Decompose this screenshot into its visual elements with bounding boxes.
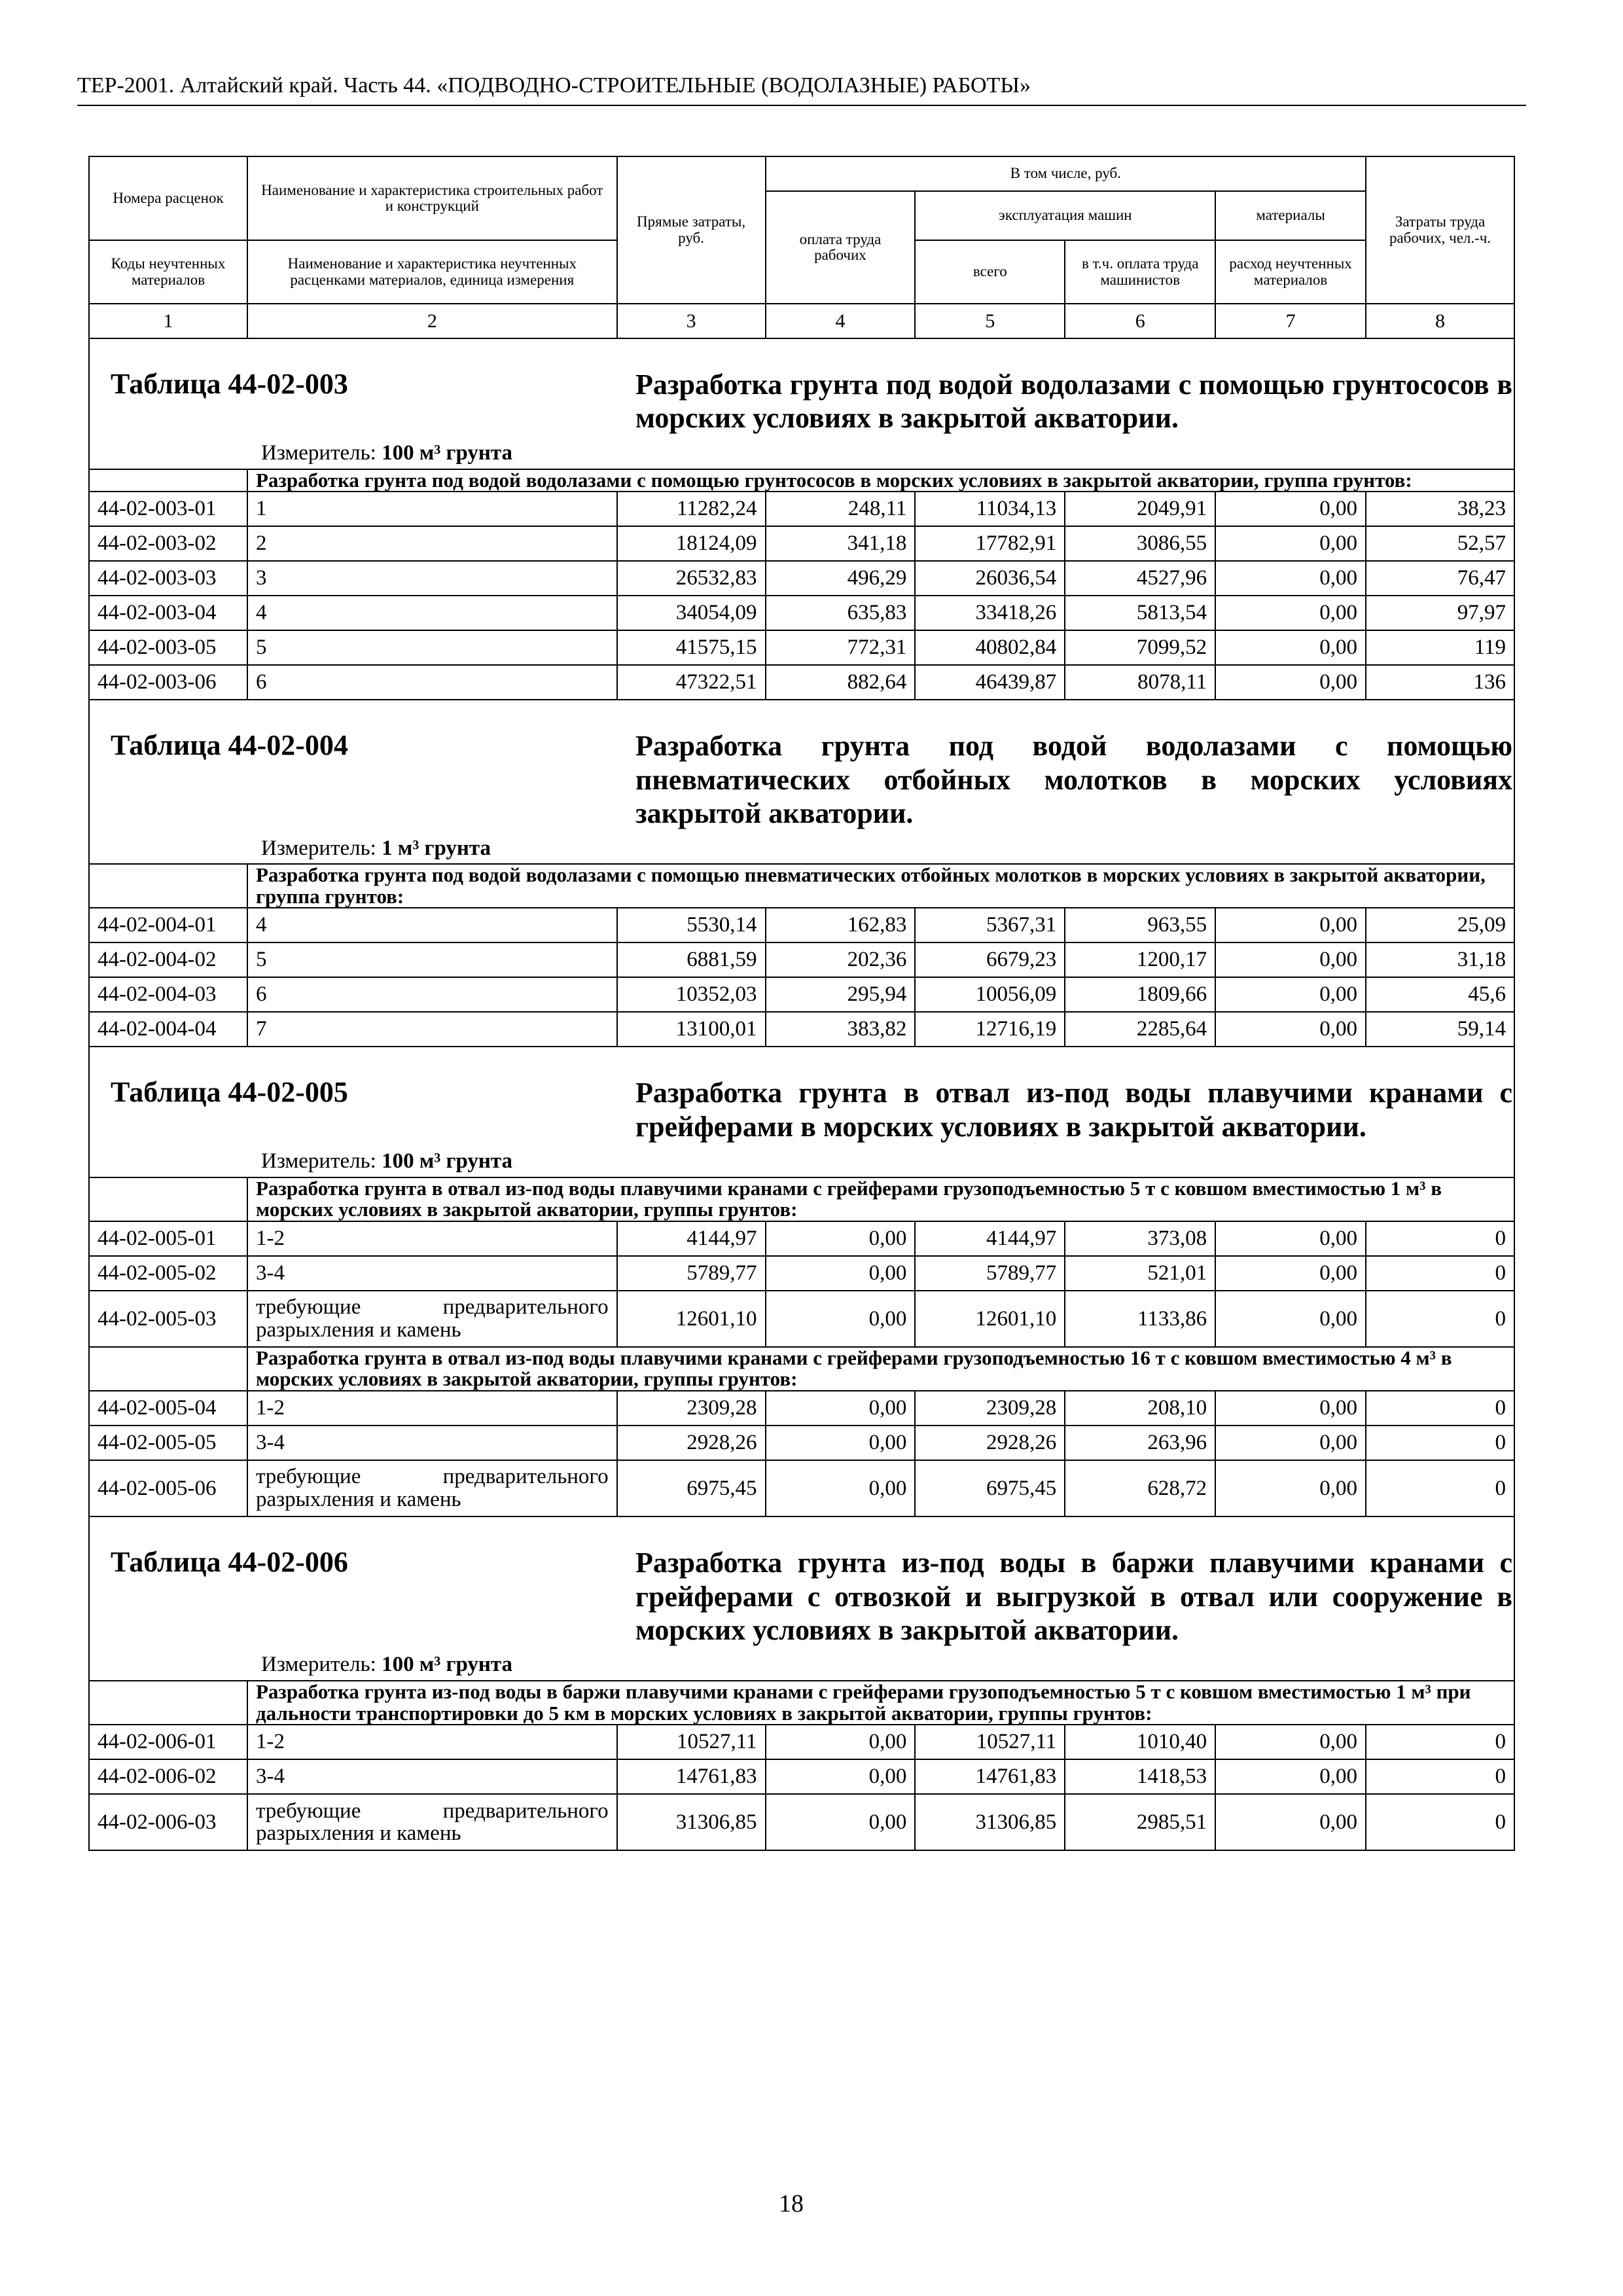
value-c6: 1133,86 (1065, 1291, 1215, 1347)
table-title-block (89, 700, 1514, 864)
measure-unit-label: Измеритель: (261, 1149, 376, 1174)
value-c6: 1200,17 (1065, 942, 1215, 977)
value-c3: 4144,97 (617, 1221, 766, 1256)
price-table (88, 156, 1515, 1851)
table-row (89, 1759, 1514, 1794)
value-c3: 5530,14 (617, 908, 766, 942)
measure-unit (261, 435, 1506, 469)
table-title-row (89, 700, 1514, 864)
col-5-header: всего (915, 240, 1065, 304)
table-row (89, 942, 1514, 977)
table-row (89, 1012, 1514, 1047)
column-number: 4 (766, 304, 916, 338)
value-c8: 119 (1366, 630, 1514, 665)
soil-group: 7 (247, 1012, 617, 1047)
soil-group: 2 (247, 526, 617, 561)
value-c5: 12716,19 (915, 1012, 1065, 1047)
value-c3: 12601,10 (617, 1291, 766, 1347)
soil-group: 4 (247, 908, 617, 942)
value-c5: 6975,45 (915, 1460, 1065, 1516)
value-c7: 0,00 (1215, 977, 1366, 1012)
value-c3: 10527,11 (617, 1725, 766, 1759)
table-title-block (89, 338, 1514, 469)
rate-code: 44-02-003-02 (89, 526, 247, 561)
value-c7: 0,00 (1215, 596, 1366, 630)
value-c6: 263,96 (1065, 1426, 1215, 1460)
value-c7: 0,00 (1215, 526, 1366, 561)
value-c8: 97,97 (1366, 596, 1514, 630)
value-c4: 0,00 (766, 1256, 916, 1291)
soil-group: 3-4 (247, 1426, 617, 1460)
value-c5: 14761,83 (915, 1759, 1065, 1794)
value-c7: 0,00 (1215, 1426, 1366, 1460)
group-heading: Разработка грунта в отвал из-под воды плавучими кранами с грейферами грузоподъемностью 5 т с ковшом вместимостью 1 м³ в морских условиях в закрытой акватории, группы грунтов: (247, 1177, 1514, 1221)
value-c4: 0,00 (766, 1759, 916, 1794)
value-c4: 341,18 (766, 526, 916, 561)
measure-unit (261, 1647, 1506, 1680)
value-c7: 0,00 (1215, 492, 1366, 526)
value-c5: 10527,11 (915, 1725, 1065, 1759)
column-number: 2 (247, 304, 617, 338)
soil-group: 6 (247, 665, 617, 700)
table-row (89, 1794, 1514, 1850)
value-c4: 0,00 (766, 1794, 916, 1850)
value-c4: 202,36 (766, 942, 916, 977)
col-2-top-header: Наименование и характеристика строительных работ и конструкций (247, 156, 617, 240)
value-c4: 0,00 (766, 1725, 916, 1759)
value-c6: 4527,96 (1065, 561, 1215, 596)
value-c6: 521,01 (1065, 1256, 1215, 1291)
value-c3: 11282,24 (617, 492, 766, 526)
value-c5: 6679,23 (915, 942, 1065, 977)
value-c6: 2985,51 (1065, 1794, 1215, 1850)
table-title-row (89, 1516, 1514, 1681)
rate-code: 44-02-005-04 (89, 1391, 247, 1426)
value-c5: 2928,26 (915, 1426, 1065, 1460)
value-c4: 635,83 (766, 596, 916, 630)
value-c7: 0,00 (1215, 1725, 1366, 1759)
rate-code: 44-02-005-03 (89, 1291, 247, 1347)
materials-header: материалы (1215, 191, 1366, 240)
value-c6: 1010,40 (1065, 1725, 1215, 1759)
value-c6: 3086,55 (1065, 526, 1215, 561)
value-c8: 59,14 (1366, 1012, 1514, 1047)
table-row (89, 1391, 1514, 1426)
value-c5: 46439,87 (915, 665, 1065, 700)
value-c6: 7099,52 (1065, 630, 1215, 665)
soil-group: 1-2 (247, 1391, 617, 1426)
measure-unit-label: Измеритель: (261, 440, 376, 465)
col-2-bottom-header: Наименование и характеристика неучтенных расценками материалов, единица измерения (247, 240, 617, 304)
table-title-row (89, 338, 1514, 469)
table-number: Таблица 44-02-005 (111, 1076, 348, 1109)
header-divider (77, 105, 1526, 106)
value-c3: 6881,59 (617, 942, 766, 977)
value-c3: 2928,26 (617, 1426, 766, 1460)
value-c3: 47322,51 (617, 665, 766, 700)
rate-code: 44-02-004-03 (89, 977, 247, 1012)
col-1-bottom-header: Коды неучтенных материалов (89, 240, 247, 304)
measure-unit-value: 100 м³ грунта (382, 440, 513, 465)
value-c7: 0,00 (1215, 1759, 1366, 1794)
value-c8: 0 (1366, 1391, 1514, 1426)
table-description: Разработка грунта в отвал из-под воды плавучими кранами с грейферами в морских условиях в закрытой акватории. (635, 1077, 1512, 1143)
value-c8: 52,57 (1366, 526, 1514, 561)
value-c4: 295,94 (766, 977, 916, 1012)
value-c5: 5789,77 (915, 1256, 1065, 1291)
table-description: Разработка грунта из-под воды в баржи плавучими кранами с грейферами с отвозкой и выгрузкой в отвал или сооружение в морских условиях в закрытой акватории. (635, 1547, 1512, 1646)
value-c6: 208,10 (1065, 1391, 1215, 1426)
rate-code: 44-02-003-03 (89, 561, 247, 596)
value-c4: 383,82 (766, 1012, 916, 1047)
soil-group: требующие предварительного разрыхления и камень (247, 1460, 617, 1516)
table-row (89, 1426, 1514, 1460)
table-title-row (89, 1047, 1514, 1177)
rate-code: 44-02-005-02 (89, 1256, 247, 1291)
value-c7: 0,00 (1215, 1256, 1366, 1291)
group-heading: Разработка грунта в отвал из-под воды плавучими кранами с грейферами грузоподъемностью 16 т с ковшом вместимостью 4 м³ в морских условиях в закрытой акватории, группы грунтов: (247, 1347, 1514, 1391)
value-c4: 248,11 (766, 492, 916, 526)
table-title (98, 1517, 1512, 1680)
value-c8: 0 (1366, 1460, 1514, 1516)
group-heading-row (89, 1347, 1514, 1391)
value-c7: 0,00 (1215, 1012, 1366, 1047)
value-c8: 31,18 (1366, 942, 1514, 977)
value-c5: 5367,31 (915, 908, 1065, 942)
table-description: Разработка грунта под водой водолазами с помощью пневматических отбойных молотков в морских условиях закрытой акватории. (635, 730, 1512, 830)
value-c4: 0,00 (766, 1391, 916, 1426)
page-number: 18 (779, 2190, 804, 2217)
value-c8: 45,6 (1366, 977, 1514, 1012)
value-c7: 0,00 (1215, 630, 1366, 665)
rate-code: 44-02-005-05 (89, 1426, 247, 1460)
value-c4: 0,00 (766, 1221, 916, 1256)
value-c7: 0,00 (1215, 908, 1366, 942)
column-number: 1 (89, 304, 247, 338)
col-4-header: оплата труда рабочих (766, 191, 916, 304)
rate-code: 44-02-004-01 (89, 908, 247, 942)
value-c3: 10352,03 (617, 977, 766, 1012)
value-c8: 76,47 (1366, 561, 1514, 596)
column-number: 7 (1215, 304, 1366, 338)
value-c6: 373,08 (1065, 1221, 1215, 1256)
table-title-block (89, 1516, 1514, 1681)
soil-group: 5 (247, 942, 617, 977)
col-6-header: в т.ч. оплата труда машинистов (1065, 240, 1215, 304)
soil-group: требующие предварительного разрыхления и камень (247, 1291, 617, 1347)
table-row (89, 630, 1514, 665)
soil-group: 3-4 (247, 1256, 617, 1291)
value-c8: 0 (1366, 1291, 1514, 1347)
value-c8: 25,09 (1366, 908, 1514, 942)
value-c5: 33418,26 (915, 596, 1065, 630)
rate-code: 44-02-005-06 (89, 1460, 247, 1516)
table-row (89, 1725, 1514, 1759)
value-c5: 26036,54 (915, 561, 1065, 596)
value-c5: 17782,91 (915, 526, 1065, 561)
col-1-top-header: Номера расценок (89, 156, 247, 240)
value-c3: 26532,83 (617, 561, 766, 596)
table-row (89, 665, 1514, 700)
soil-group: 1 (247, 492, 617, 526)
value-c7: 0,00 (1215, 942, 1366, 977)
value-c8: 0 (1366, 1759, 1514, 1794)
value-c6: 963,55 (1065, 908, 1215, 942)
group-heading-row (89, 1681, 1514, 1725)
table-number: Таблица 44-02-004 (111, 729, 348, 762)
table-row (89, 596, 1514, 630)
table-row (89, 1221, 1514, 1256)
column-number: 5 (915, 304, 1065, 338)
measure-unit-label: Измеритель: (261, 836, 376, 860)
table-row (89, 492, 1514, 526)
value-c8: 0 (1366, 1725, 1514, 1759)
table-description: Разработка грунта под водой водолазами с помощью грунтососов в морских условиях в закрытой акватории. (635, 368, 1512, 435)
value-c8: 136 (1366, 665, 1514, 700)
group-heading-spacer (89, 1177, 247, 1221)
value-c4: 0,00 (766, 1426, 916, 1460)
measure-unit-value: 1 м³ грунта (382, 836, 491, 860)
measure-unit-value: 100 м³ грунта (382, 1653, 513, 1677)
table-row (89, 908, 1514, 942)
value-c8: 38,23 (1366, 492, 1514, 526)
value-c5: 11034,13 (915, 492, 1065, 526)
table-row (89, 1291, 1514, 1347)
col-7-header: расход неучтенных материалов (1215, 240, 1366, 304)
measure-unit-label: Измеритель: (261, 1653, 376, 1677)
value-c4: 496,29 (766, 561, 916, 596)
value-c3: 18124,09 (617, 526, 766, 561)
rate-code: 44-02-005-01 (89, 1221, 247, 1256)
value-c7: 0,00 (1215, 561, 1366, 596)
value-c5: 40802,84 (915, 630, 1065, 665)
value-c4: 0,00 (766, 1460, 916, 1516)
value-c5: 2309,28 (915, 1391, 1065, 1426)
value-c4: 772,31 (766, 630, 916, 665)
rate-code: 44-02-003-04 (89, 596, 247, 630)
table-row (89, 561, 1514, 596)
value-c6: 2285,64 (1065, 1012, 1215, 1047)
soil-group: 1-2 (247, 1725, 617, 1759)
value-c7: 0,00 (1215, 1460, 1366, 1516)
value-c6: 1418,53 (1065, 1759, 1215, 1794)
soil-group: 5 (247, 630, 617, 665)
value-c5: 12601,10 (915, 1291, 1065, 1347)
table-row (89, 526, 1514, 561)
group-heading-row (89, 1177, 1514, 1221)
table-number: Таблица 44-02-003 (111, 368, 348, 400)
col-8-header: Затраты труда рабочих, чел.-ч. (1366, 156, 1514, 304)
value-c7: 0,00 (1215, 1291, 1366, 1347)
rate-code: 44-02-004-02 (89, 942, 247, 977)
value-c8: 0 (1366, 1426, 1514, 1460)
value-c5: 10056,09 (915, 977, 1065, 1012)
rate-code: 44-02-006-01 (89, 1725, 247, 1759)
table-title (98, 339, 1512, 469)
value-c3: 31306,85 (617, 1794, 766, 1850)
table-title (98, 700, 1512, 863)
page-header: ТЕР-2001. Алтайский край. Часть 44. «ПОДВОДНО-СТРОИТЕЛЬНЫЕ (ВОДОЛАЗНЫЕ) РАБОТЫ» (77, 73, 1031, 98)
rate-code: 44-02-004-04 (89, 1012, 247, 1047)
table-row (89, 1460, 1514, 1516)
group-heading-spacer (89, 469, 247, 492)
value-c6: 8078,11 (1065, 665, 1215, 700)
value-c3: 14761,83 (617, 1759, 766, 1794)
group-heading-spacer (89, 864, 247, 908)
soil-group: 6 (247, 977, 617, 1012)
value-c6: 5813,54 (1065, 596, 1215, 630)
table-row (89, 977, 1514, 1012)
value-c3: 6975,45 (617, 1460, 766, 1516)
group-heading: Разработка грунта из-под воды в баржи плавучими кранами с грейферами грузоподъемностью 5 т с ковшом вместимостью 1 м³ при дальности транспортировки до 5 км в морских условиях в закрытой акватории, группы грунтов: (247, 1681, 1514, 1725)
value-c7: 0,00 (1215, 665, 1366, 700)
value-c3: 34054,09 (617, 596, 766, 630)
included-header: В том числе, руб. (766, 156, 1366, 191)
column-number: 8 (1366, 304, 1514, 338)
table-row (89, 1256, 1514, 1291)
value-c8: 0 (1366, 1794, 1514, 1850)
value-c3: 41575,15 (617, 630, 766, 665)
soil-group: 3 (247, 561, 617, 596)
value-c6: 628,72 (1065, 1460, 1215, 1516)
soil-group: 1-2 (247, 1221, 617, 1256)
rate-code: 44-02-003-05 (89, 630, 247, 665)
value-c3: 13100,01 (617, 1012, 766, 1047)
table-number: Таблица 44-02-006 (111, 1546, 348, 1579)
value-c3: 2309,28 (617, 1391, 766, 1426)
value-c5: 4144,97 (915, 1221, 1065, 1256)
group-heading-spacer (89, 1347, 247, 1391)
column-number: 3 (617, 304, 766, 338)
rate-code: 44-02-006-02 (89, 1759, 247, 1794)
measure-unit (261, 831, 1506, 864)
value-c8: 0 (1366, 1221, 1514, 1256)
value-c6: 2049,91 (1065, 492, 1215, 526)
value-c5: 31306,85 (915, 1794, 1065, 1850)
value-c4: 882,64 (766, 665, 916, 700)
rate-code: 44-02-003-06 (89, 665, 247, 700)
group-heading: Разработка грунта под водой водолазами с помощью пневматических отбойных молотков в морских условиях в закрытой акватории, группа грунтов: (247, 864, 1514, 908)
value-c7: 0,00 (1215, 1391, 1366, 1426)
value-c3: 5789,77 (617, 1256, 766, 1291)
group-heading-spacer (89, 1681, 247, 1725)
value-c4: 162,83 (766, 908, 916, 942)
value-c7: 0,00 (1215, 1794, 1366, 1850)
table-title-block (89, 1047, 1514, 1177)
column-number: 6 (1065, 304, 1215, 338)
soil-group: 3-4 (247, 1759, 617, 1794)
value-c4: 0,00 (766, 1291, 916, 1347)
group-heading-row (89, 469, 1514, 492)
machines-header: эксплуатация машин (915, 191, 1215, 240)
table-title (98, 1047, 1512, 1177)
value-c8: 0 (1366, 1256, 1514, 1291)
col-3-header: Прямые затраты, руб. (617, 156, 766, 304)
measure-unit-value: 100 м³ грунта (382, 1149, 513, 1174)
soil-group: 4 (247, 596, 617, 630)
value-c7: 0,00 (1215, 1221, 1366, 1256)
value-c6: 1809,66 (1065, 977, 1215, 1012)
soil-group: требующие предварительного разрыхления и камень (247, 1794, 617, 1850)
rate-code: 44-02-006-03 (89, 1794, 247, 1850)
group-heading: Разработка грунта под водой водолазами с помощью грунтососов в морских условиях в закрытой акватории, группа грунтов: (247, 469, 1514, 492)
rate-code: 44-02-003-01 (89, 492, 247, 526)
group-heading-row (89, 864, 1514, 908)
measure-unit (261, 1143, 1506, 1177)
